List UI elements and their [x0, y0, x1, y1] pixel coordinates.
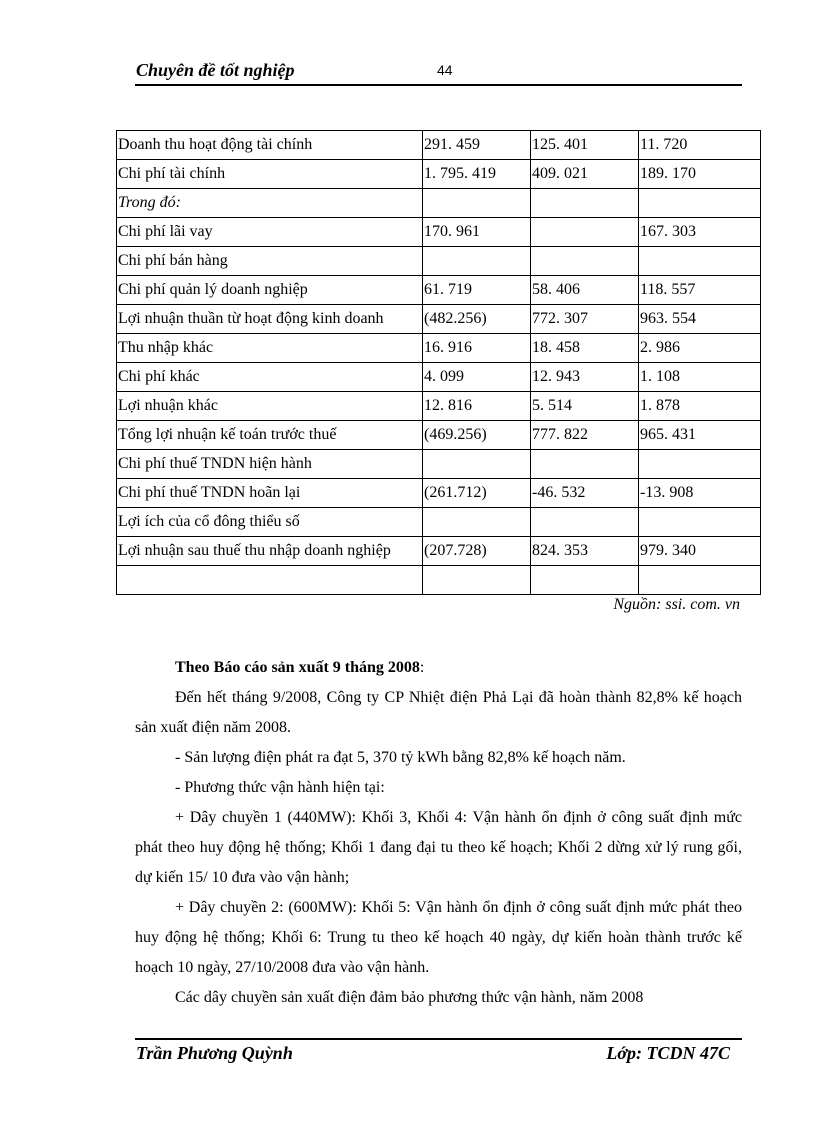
row-label: Lợi nhuận thuần từ hoạt động kinh doanh: [117, 305, 423, 334]
table-row: [117, 392, 761, 421]
value-cell: 1. 108: [639, 363, 761, 392]
table-row: [117, 334, 761, 363]
value-cell: 4. 099: [423, 363, 531, 392]
value-cell: 772. 307: [531, 305, 639, 334]
footer-author: Trần Phương Quỳnh: [136, 1043, 293, 1063]
value-cell: [423, 450, 531, 479]
value-cell: 167. 303: [639, 218, 761, 247]
value-cell: -13. 908: [639, 479, 761, 508]
row-label: Lợi nhuận khác: [117, 392, 423, 421]
header-title: Chuyên đề tốt nghiệp: [136, 60, 295, 80]
table-row: [117, 537, 761, 566]
value-cell: [639, 566, 761, 595]
paragraph: - Phương thức vận hành hiện tại:: [175, 779, 385, 796]
paragraph: - Sản lượng điện phát ra đạt 5, 370 tỷ kWh bằng 82,8% kế hoạch năm.: [175, 749, 626, 766]
value-cell: -46. 532: [531, 479, 639, 508]
value-cell: [531, 508, 639, 537]
page-number: 44: [437, 62, 453, 78]
value-cell: 291. 459: [423, 131, 531, 160]
value-cell: 61. 719: [423, 276, 531, 305]
row-label: Thu nhập khác: [117, 334, 423, 363]
table-row: [117, 363, 761, 392]
table-row: [117, 450, 761, 479]
value-cell: 824. 353: [531, 537, 639, 566]
table-row: [117, 160, 761, 189]
table-row: [117, 131, 761, 160]
value-cell: 18. 458: [531, 334, 639, 363]
value-cell: 963. 554: [639, 305, 761, 334]
value-cell: [423, 247, 531, 276]
row-label: Doanh thu hoạt động tài chính: [117, 131, 423, 160]
value-cell: 2. 986: [639, 334, 761, 363]
table-row: [117, 508, 761, 537]
source-note: Nguồn: ssi. com. vn: [613, 596, 740, 613]
row-label: Chi phí bán hàng: [117, 247, 423, 276]
value-cell: 12. 943: [531, 363, 639, 392]
paragraph: Đến hết tháng 9/2008, Công ty CP Nhiệt điện Phả Lại đã hoàn thành 82,8% kế hoạch sản xuất điện năm 2008.: [135, 689, 742, 736]
value-cell: (469.256): [423, 421, 531, 450]
value-cell: [531, 247, 639, 276]
row-label: [117, 566, 423, 595]
value-cell: 979. 340: [639, 537, 761, 566]
row-label: Trong đó:: [117, 189, 423, 218]
value-cell: 1. 878: [639, 392, 761, 421]
footer-rule: [135, 1038, 742, 1040]
income-statement-table: [116, 130, 761, 595]
value-cell: [639, 189, 761, 218]
value-cell: 777. 822: [531, 421, 639, 450]
value-cell: 16. 916: [423, 334, 531, 363]
value-cell: [531, 450, 639, 479]
paragraph: + Dây chuyền 1 (440MW): Khối 3, Khối 4: Vận hành ổn định ở công suất định mức phát theo huy động hệ thống; Khối 1 đang đại tu theo kế hoạch; Khối 2 dừng xử lý rung gối, dự kiến 15/ 10 đưa vào vận hành;: [135, 809, 742, 886]
value-cell: 5. 514: [531, 392, 639, 421]
value-cell: [531, 566, 639, 595]
value-cell: (261.712): [423, 479, 531, 508]
body-text: [135, 653, 742, 1013]
row-label: Chi phí quản lý doanh nghiệp: [117, 276, 423, 305]
table-row: [117, 189, 761, 218]
value-cell: [531, 218, 639, 247]
heading-text: Theo Báo cáo sản xuất 9 tháng 2008: [175, 659, 420, 676]
row-label: Chi phí thuế TNDN hoãn lại: [117, 479, 423, 508]
row-label: Chi phí tài chính: [117, 160, 423, 189]
table-row: [117, 276, 761, 305]
paragraph: + Dây chuyền 2: (600MW): Khối 5: Vận hành ổn định ở công suất định mức phát theo huy động hệ thống; Khối 6: Trung tu theo kế hoạch 40 ngày, dự kiến hoàn thành trước kế hoạch 10 ngày, 27/10/2008 đưa vào vận hành.: [135, 899, 742, 976]
section-heading: [135, 653, 742, 683]
value-cell: [531, 189, 639, 218]
value-cell: [423, 566, 531, 595]
row-label: Chi phí khác: [117, 363, 423, 392]
row-label: Lợi ích của cổ đông thiểu số: [117, 508, 423, 537]
footer-class: Lớp: TCDN 47C: [606, 1043, 730, 1063]
value-cell: 58. 406: [531, 276, 639, 305]
paragraph: Các dây chuyền sản xuất điện đảm bảo phương thức vận hành, năm 2008: [175, 989, 644, 1006]
value-cell: 125. 401: [531, 131, 639, 160]
value-cell: 118. 557: [639, 276, 761, 305]
value-cell: 12. 816: [423, 392, 531, 421]
row-label: Chi phí thuế TNDN hiện hành: [117, 450, 423, 479]
value-cell: 965. 431: [639, 421, 761, 450]
header-rule: [135, 84, 742, 86]
value-cell: [423, 189, 531, 218]
value-cell: (482.256): [423, 305, 531, 334]
value-cell: [639, 247, 761, 276]
value-cell: (207.728): [423, 537, 531, 566]
value-cell: 189. 170: [639, 160, 761, 189]
row-label: Chi phí lãi vay: [117, 218, 423, 247]
value-cell: [423, 508, 531, 537]
heading-colon: :: [419, 659, 425, 676]
value-cell: 409. 021: [531, 160, 639, 189]
table-row: [117, 305, 761, 334]
row-label: Lợi nhuận sau thuế thu nhập doanh nghiệp: [117, 537, 423, 566]
table-row: [117, 247, 761, 276]
table-row: [117, 218, 761, 247]
value-cell: 1. 795. 419: [423, 160, 531, 189]
value-cell: 170. 961: [423, 218, 531, 247]
table-row: [117, 566, 761, 595]
value-cell: [639, 450, 761, 479]
row-label: Tổng lợi nhuận kế toán trước thuế: [117, 421, 423, 450]
value-cell: 11. 720: [639, 131, 761, 160]
value-cell: [639, 508, 761, 537]
table-row: [117, 421, 761, 450]
table-row: [117, 479, 761, 508]
